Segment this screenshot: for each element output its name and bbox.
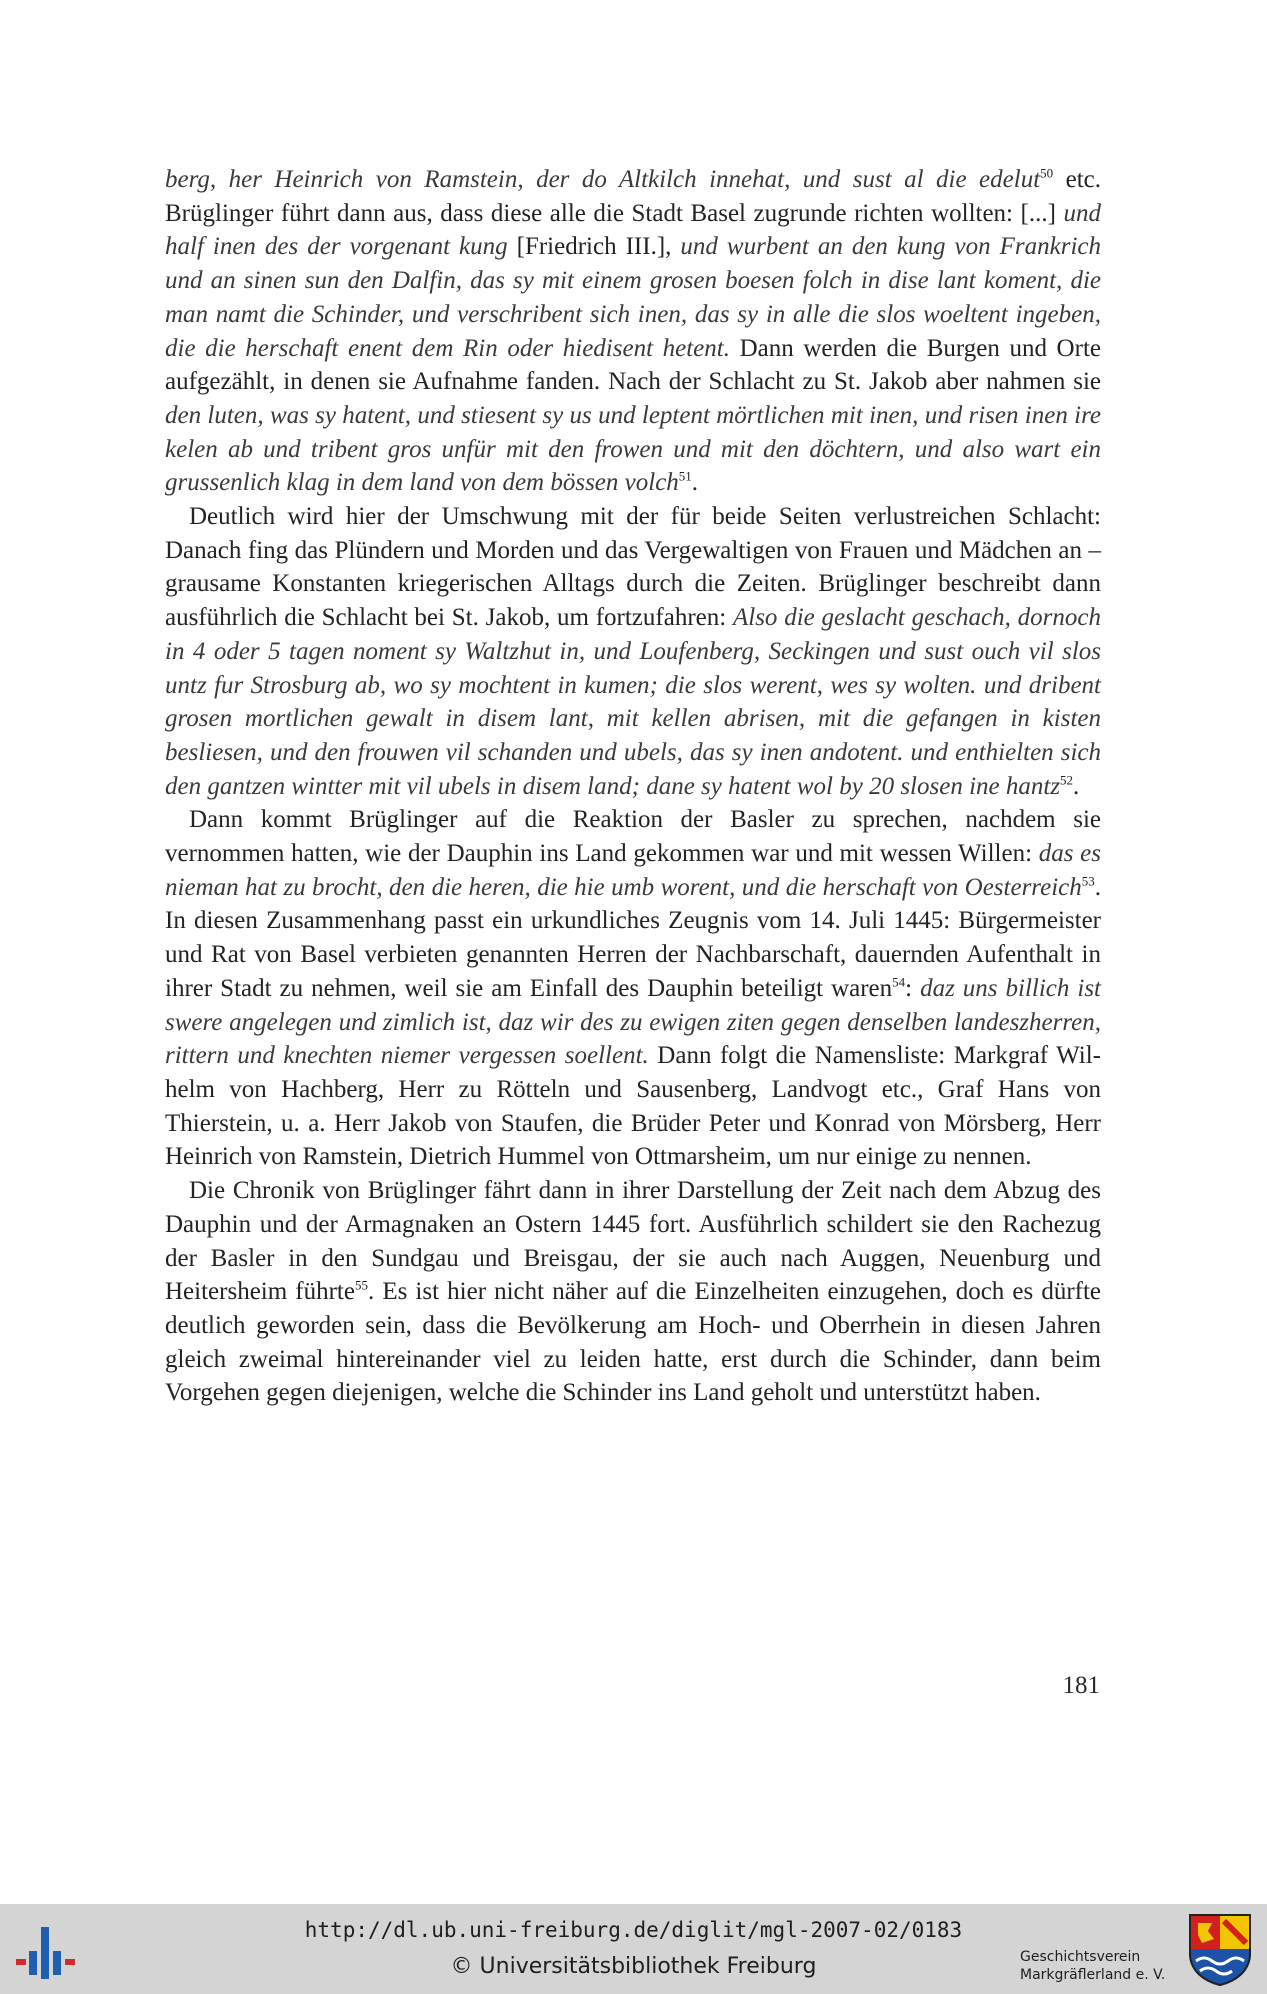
quoted-source-text: und half inen des der vorgenant kung — [165, 199, 1101, 261]
paragraph — [165, 1174, 1101, 1410]
paragraph — [165, 500, 1101, 803]
body-text: etc. Brüglinger führt dann aus, dass diese alle die Stadt Basel zugrunde richten wollten: [...] — [165, 166, 1101, 227]
quoted-source-text: daz uns billich ist swere angelegen und zimlich ist, daz wir des zu ewigen ziten gegen denselben landeszherren, rittern und knechten niemer vergessen soellent. — [165, 974, 1101, 1070]
footnote-marker: 55 — [354, 1277, 368, 1293]
paragraph — [165, 803, 1101, 1174]
body-text: . — [691, 469, 699, 497]
body-text: . Es ist hier nicht näher auf die Einzelheiten einzugehen, doch es dürfte deutlich geworden sein, dass die Bevölkerung am Hoch- und Oberrhein in diesen Jahren gleich zweimal hintereinander viel zu leiden hatte, erst durch die Schinder, dann beim Vorgehen gegen diejenigen, welche die Schinder ins Land geholt und unterstützt haben. — [165, 1278, 1102, 1407]
quoted-source-text: berg, her Heinrich von Ramstein, der do Altkilch innehat, und sust al die edelut — [165, 166, 1041, 193]
body-text: [Friedrich III.], — [507, 233, 681, 261]
footnote-marker: 54 — [892, 974, 906, 990]
footer-url-link[interactable]: http://dl.ub.uni-freiburg.de/diglit/mgl-2007-02/0183 — [304, 1918, 963, 1942]
footer-bar — [0, 1904, 1267, 1994]
body-text: : — [905, 974, 921, 1002]
body-text: Dann kommt Brüglinger auf die Reaktion der Basler zu sprechen, nachdem sie vernommen hatten, wie der Dauphin ins Land gekommen war und mit wessen Willen: — [165, 806, 1101, 868]
org-line-2: Markgräflerland e. V. — [1020, 1967, 1166, 1983]
article-text — [165, 163, 1101, 1410]
paragraph — [165, 163, 1101, 500]
body-text: . In diesen Zusammenhang passt ein urkundliches Zeugnis vom 14. Juli 1445: Bürgermeister und Rat von Basel verbieten genannten Herren der Nachbarschaft, dauernden Aufenthalt in ihrer Stadt zu nehmen, weil sie am Einfall des Dauphin beteiligt waren — [165, 873, 1101, 1002]
quoted-source-text: den luten, was sy hatent, und stiesent sy us und leptent mörtlichen mit inen, und risen inen ire kelen ab und tribent gros unfür mit den frowen und mit den döchtern, und also wart ein grussenlich klag in dem land von dem bössen volch — [165, 401, 1101, 497]
footer-organisation — [1020, 1948, 1180, 1984]
quoted-source-text: das es nieman hat zu brocht, den die heren, die hie umb worent, und die herschaft von Oesterreich — [165, 840, 1101, 901]
footnote-marker: 53 — [1081, 873, 1095, 889]
footnote-marker: 52 — [1060, 772, 1074, 788]
coat-of-arms-icon — [1188, 1913, 1252, 1987]
body-text: Dann werden die Burgen und Orte aufgezählt, in denen sie Aufnahme fanden. Nach der Schlacht zu St. Jakob aber nahmen sie — [165, 334, 1101, 396]
footnote-marker: 50 — [1040, 165, 1054, 181]
org-line-1: Geschichtsverein — [1020, 1949, 1141, 1965]
page-number: 181 — [1062, 1672, 1100, 1699]
body-text: Die Chronik von Brüglinger fährt dann in ihrer Darstellung der Zeit nach dem Abzug des Dauphin und der Armagnaken an Ostern 1445 fort. Ausführlich schildert sie den Rachezug der Basler in den Sundgau und Breisgau, der sie auch nach Auggen, Neuenburg und Heitersheim führte — [165, 1177, 1101, 1306]
body-text: Deutlich wird hier der Umschwung mit der für beide Seiten verlustreichen Schlacht: Danach fing das Plündern und Morden und das Vergewaltigen von Frauen und Mädchen an – grausame Konstanten kriegerischen Alltags durch die Zeiten. Brüglinger beschreibt dann ausführlich die Schlacht bei St. Jakob, um fortzufahren: — [165, 503, 1101, 632]
footnote-marker: 51 — [678, 469, 692, 484]
footer-copyright: © Universitätsbibliothek Freiburg — [450, 1954, 817, 1979]
body-text: . — [1073, 772, 1080, 800]
quoted-source-text: Also die geslacht geschach, dornoch in 4 oder 5 tagen noment sy Waltzhut in, und Loufenberg, Seckingen und sust ouch vil slos untz fur Strosburg ab, wo sy mochtent in kumen; die slos werent, wes sy wolten. und dribent grosen mortlichen gewalt in disem lant, mit kellen abrisen, mit die gefangen in kisten besliesen, und den frouwen vil schanden und ubels, das sy inen andotent. und enthielten sich den gantzen wintter mit vil ubels in disem land; dane sy hatent wol by 20 slosen ine hantz — [165, 604, 1101, 800]
quoted-source-text: und wurbent an den kung von Frankrich und an sinen sun den Dalfin, das sy mit einem grosen boesen folch in dise lant koment, die man namt die Schinder, und verschribent sich inen, das sy in alle die slos woeltent ingeben, die die herschaft enent dem Rin oder hiedisent hetent. — [165, 233, 1101, 362]
body-text: Dann folgt die Namensliste: Markgraf Wilhelm von Hachberg, Herr zu Rötteln und Sausenberg, Landvogt etc., Graf Hans von Thierstein, u. a. Herr Jakob von Staufen, die Brüder Peter und Konrad von Mörsberg, Herr Heinrich von Ramstein, Dietrich Hummel von Ottmarsheim, um nur einige zu nennen. — [165, 1042, 1101, 1171]
